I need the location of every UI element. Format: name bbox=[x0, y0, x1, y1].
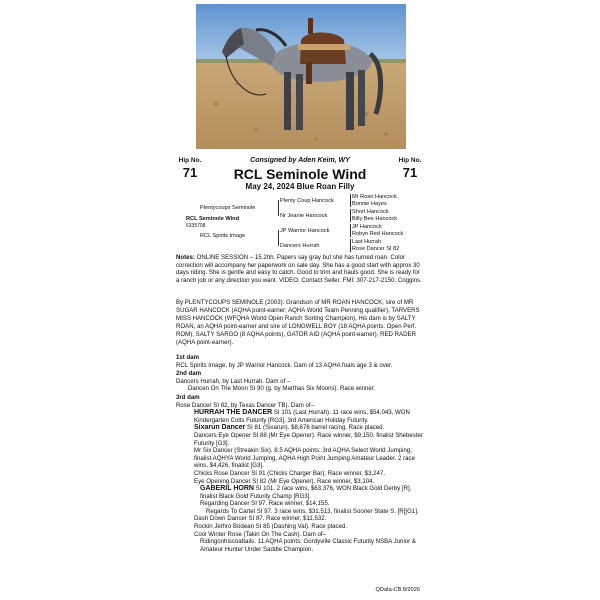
produce-line bbox=[176, 432, 424, 447]
produce-text: Mr Six Dancer (Streakin Six). 8.5 AQHA points: 3rd AQHA Select World Jumping; finalist AQHYA World Jumping, AQHA High Point Jumping Amateur Leader. 2 race wins, $4,426, finalist [G3]. bbox=[194, 447, 415, 470]
produce-line bbox=[176, 424, 424, 432]
produce-line bbox=[176, 485, 424, 500]
ped-g6: Robyn Red Hancock bbox=[352, 231, 404, 237]
second-dam-text: Dancers Hurrah, by Last Hurrah. Dam of – bbox=[176, 377, 291, 385]
third-dam-produce bbox=[176, 409, 424, 553]
produce-name: Sixarun Dancer bbox=[194, 424, 246, 432]
consignor: Consigned by Aden Keim, WY bbox=[250, 157, 350, 164]
produce-text: Regarding Dancer SI 97. Race winner, $14,155. bbox=[200, 500, 330, 508]
first-dam-text: RCL Spirits Image, by JP Warrior Hancock. Dam of 13 AQHA foals age 3 & over. bbox=[176, 361, 393, 369]
ped-g2: Bonnie Hayes bbox=[352, 201, 387, 207]
ped-reg-no: 6335708 bbox=[186, 223, 206, 229]
produce-text: Chicks Rose Dancer SI 91 (Chicks Charger Bar). Race winner, $3,247. bbox=[194, 469, 386, 477]
second-dam-foal: Dancen On The Moon SI 90 (g. by Marthas Six Moons). Race winner. bbox=[188, 385, 376, 393]
hip-number: 71 bbox=[402, 165, 418, 180]
foaling-info: May 24, 2024 Blue Roan Filly bbox=[245, 182, 355, 191]
produce-name: HURRAH THE DANCER bbox=[194, 409, 273, 417]
ped-sire-dam: Nr Jeanie Hancock bbox=[280, 213, 328, 219]
ped-sire: Plentycoups Seminole bbox=[200, 205, 256, 211]
produce-line bbox=[176, 478, 424, 486]
produce-text: Dash Down Dancer SI 87. Race winner, $11,532. bbox=[194, 515, 327, 523]
horse-name: RCL Seminole Wind bbox=[233, 166, 367, 182]
ped-horse: RCL Seminole Wind bbox=[186, 216, 239, 222]
produce-line bbox=[176, 515, 424, 523]
first-dam-label: 1st dam bbox=[176, 354, 200, 361]
third-dam-label: 3rd dam bbox=[176, 393, 200, 401]
footer-code: QData-CB 8/2026 bbox=[375, 587, 420, 593]
ped-dam-sire: JP Warrior Hancock bbox=[280, 228, 330, 234]
produce-text: Eye Opening Dancer SI 82 (Mr Eye Opener). Race winner, $3,104. bbox=[194, 477, 375, 485]
catalog-page bbox=[176, 4, 424, 596]
horse-photo-image bbox=[196, 4, 406, 149]
notes-label: Notes: bbox=[176, 254, 195, 261]
horse-photo bbox=[196, 4, 406, 149]
ped-dam: RCL Spirits Image bbox=[200, 233, 246, 239]
hip-label: Hip No. bbox=[178, 157, 202, 164]
third-dam-text: Rose Dancer SI 82, by Texas Dancer TB). Dam of– bbox=[176, 401, 314, 409]
produce-text: SI 101 (Last Hurrah). 11 race wins, $54,043, WON Kindergarten Colts Futurity [RG3], 3rd American Holiday Futurity. bbox=[194, 409, 410, 424]
ped-g5: JP Hancock bbox=[352, 224, 382, 230]
notes-section bbox=[176, 254, 424, 285]
produce-name: GABERIL HORN bbox=[200, 485, 254, 493]
ped-sire-sire: Plenty Coup Hancock bbox=[280, 198, 334, 204]
produce-text: SI 101. 2 race wins, $63,376, WON Black Gold Derby [R], finalist Black Gold Futurity Champ [RG3]. bbox=[200, 485, 412, 500]
produce-text: Regards To Cartel SI 97. 3 race wins, $31,513, finalist Sooner State S. [R][G1]. bbox=[206, 507, 419, 515]
ped-g4: Billy Bee Hancock bbox=[352, 216, 398, 222]
produce-line bbox=[176, 531, 424, 539]
pedigree-chart bbox=[176, 194, 424, 256]
produce-text: SI 81 (Sixarun). $8,676 barrel racing. Race placed. bbox=[245, 424, 385, 432]
dam-history bbox=[176, 353, 424, 553]
produce-line bbox=[176, 523, 424, 531]
notes-text: ONLINE SESSION – 15.2hh. Papers say gray but she has turned roan. Color correction will accompany her paperwork on sale day. She has a good start with approx 30 days riding. She is gentle and easy to catch. Good to trim and hauls good. She is ready for a ranch job or any direction you want. VIDEO: Contact Seller. FMI: 307-217-2150. Coggins. bbox=[176, 254, 422, 285]
ped-g3: Short Hancock bbox=[352, 209, 389, 215]
ped-g7: Last Hurrah bbox=[352, 239, 382, 245]
produce-line bbox=[176, 538, 424, 553]
hip-number: 71 bbox=[182, 165, 198, 180]
produce-line bbox=[176, 500, 424, 508]
ped-dam-dam: Dancers Hurrah bbox=[280, 243, 320, 249]
ped-g1: Mr Roan Hancock bbox=[352, 194, 397, 200]
produce-line bbox=[176, 447, 424, 470]
hip-label: Hip No. bbox=[398, 157, 422, 164]
produce-text: Ridingonhiscoattails. 11 AQHA points: Gordyville Classic Futurity NSBA Junior & Amateur Hunter Under Saddle Champion. bbox=[200, 538, 416, 553]
produce-line bbox=[176, 508, 424, 516]
second-dam-label: 2nd dam bbox=[176, 370, 202, 378]
produce-text: Dancers Eye Opener SI 88 (Mr Eye Opener). Race winner, $9,150. finalist Shebester Futurity [G3]. bbox=[194, 431, 423, 447]
sire-description: By PLENTYCOUPS SEMINOLE (2003). Grandson of MR ROAN HANCOCK; sire of MR SUGAR HANCOCK (AQHA point-earner; AQHA World Team Penning qualifier), TARVERS MISS HANCOCK (WFQHA World Open Ranch Sorting Champion), His dam is by SALTY ROAN, an AQHA point-earner and sire of LONGWELL BOY (18 AQHA points: Open Perf. ROM), SALTY SARGO (8 AQHA points), GATOR AID (AQHA point-earner), RED RADER (AQHA point-earner). bbox=[176, 299, 420, 346]
produce-line bbox=[176, 409, 424, 424]
produce-text: Rockin Jethro Bodean SI 85 (Dashing Val). Race placed. bbox=[194, 523, 347, 531]
ped-g8: Rose Dancer SI 82 bbox=[352, 246, 400, 252]
produce-line bbox=[176, 470, 424, 478]
produce-text: Cool Winter Rose (Takin On The Cash). Dam of– bbox=[194, 530, 326, 538]
